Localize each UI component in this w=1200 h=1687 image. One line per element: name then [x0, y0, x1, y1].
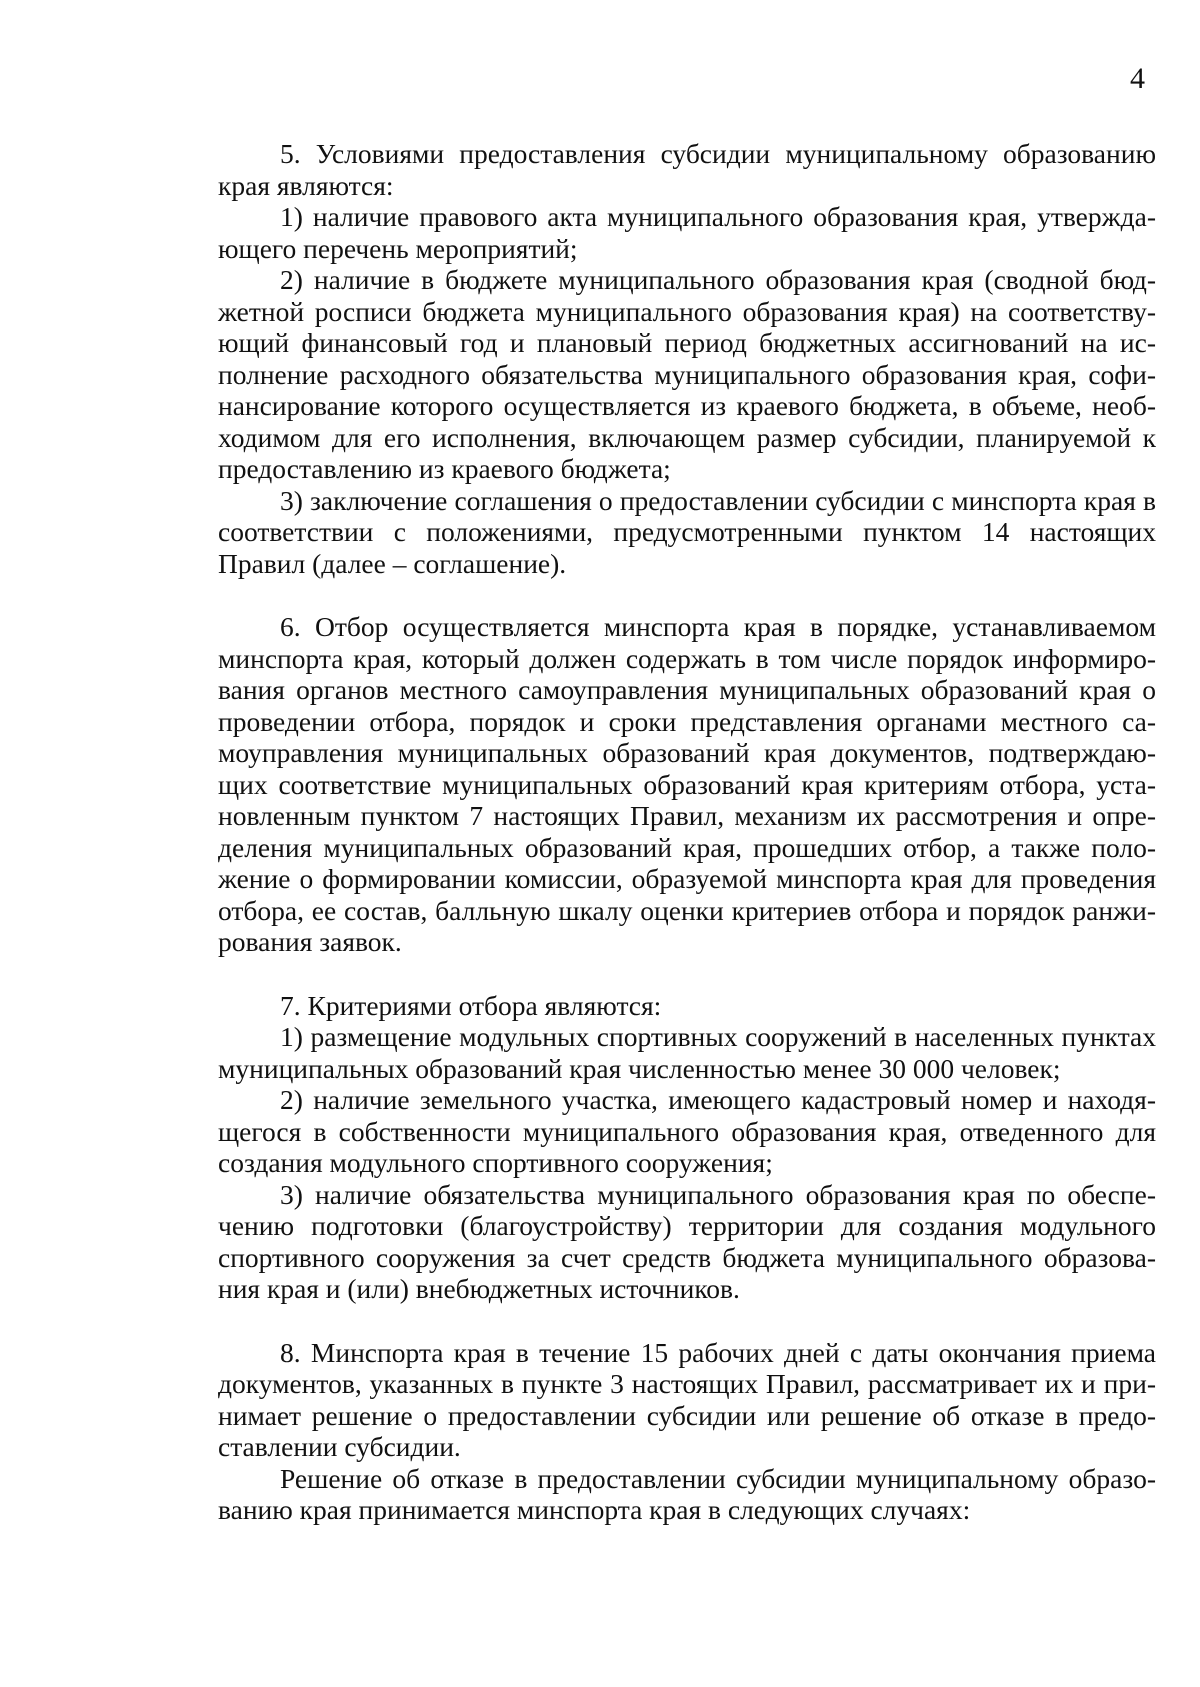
- list-item-5-1: 1) наличие правового акта муниципального образования края, утверждающего перечень мероприятий;: [218, 201, 1156, 264]
- document-body: [218, 138, 1156, 1526]
- paragraph-7-criteria: 7. Критериями отбора являются:: [280, 989, 662, 1021]
- list-item-7-2: 2) наличие земельного участка, имеющего кадастровый номер и находящегося в собственности муниципального образования края, отведенного для создания модульного спортивного сооружения;: [218, 1084, 1156, 1178]
- paragraph-8-refusal: Решение об отказе в предоставлении субсидии муниципальному образованию края принимается минспорта края в следующих случаях:: [218, 1462, 1156, 1525]
- list-item-7-3: 3) наличие обязательства муниципального образования края по обеспечению подготовки (благоустройству) территории для создания модульного спортивного сооружения за счет средств бюджета муниципального образования края и (или) внебюджетных источников.: [218, 1178, 1156, 1304]
- paragraph-6-selection: 6. Отбор осуществляется минспорта края в порядке, устанавливаемом минспорта края, который должен содержать в том числе порядок информирования органов местного самоуправления муниципальных образований края о проведении отбора, порядок и сроки представления органами местного самоуправления муниципальных образований края документов, подтверждающих соответствие муниципальных образований края критериям отбора, установленным пунктом 7 настоящих Правил, механизм их рассмотрения и определения муниципальных образований края, прошедших отбор, а также положение о формировании комиссии, образуемой минспорта края для проведения отбора, ее состав, балльную шкалу оценки критериев отбора и порядок ранжирования заявок.: [218, 611, 1156, 957]
- list-item-7-1: 1) размещение модульных спортивных сооружений в населенных пунктах муниципальных образований края численностью менее 30 000 человек;: [218, 1021, 1156, 1084]
- list-item-5-2: 2) наличие в бюджете муниципального образования края (сводной бюджетной росписи бюджета муниципального образования края) на соответствующий финансовый год и плановый период бюджетных ассигнований на исполнение расходного обязательства муниципального образования края, софинансирование которого осуществляется из краевого бюджета, в объеме, необходимом для его исполнения, включающем размер субсидии, планируемой к предоставлению из краевого бюджета;: [218, 264, 1156, 484]
- page-number: 4: [1130, 62, 1145, 95]
- list-item-5-3: 3) заключение соглашения о предоставлении субсидии с минспорта края в соответствии с положениями, предусмотренными пунктом 14 настоящих Правил (далее – соглашение).: [218, 484, 1156, 579]
- paragraph-5-conditions: 5. Условиями предоставления субсидии муниципальному образованию края являются:: [218, 138, 1156, 201]
- paragraph-8-decision: 8. Минспорта края в течение 15 рабочих дней с даты окончания приема документов, указанных в пункте 3 настоящих Правил, рассматривает их и принимает решение о предоставлении субсидии или решение об отказе в предоставлении субсидии.: [218, 1336, 1156, 1462]
